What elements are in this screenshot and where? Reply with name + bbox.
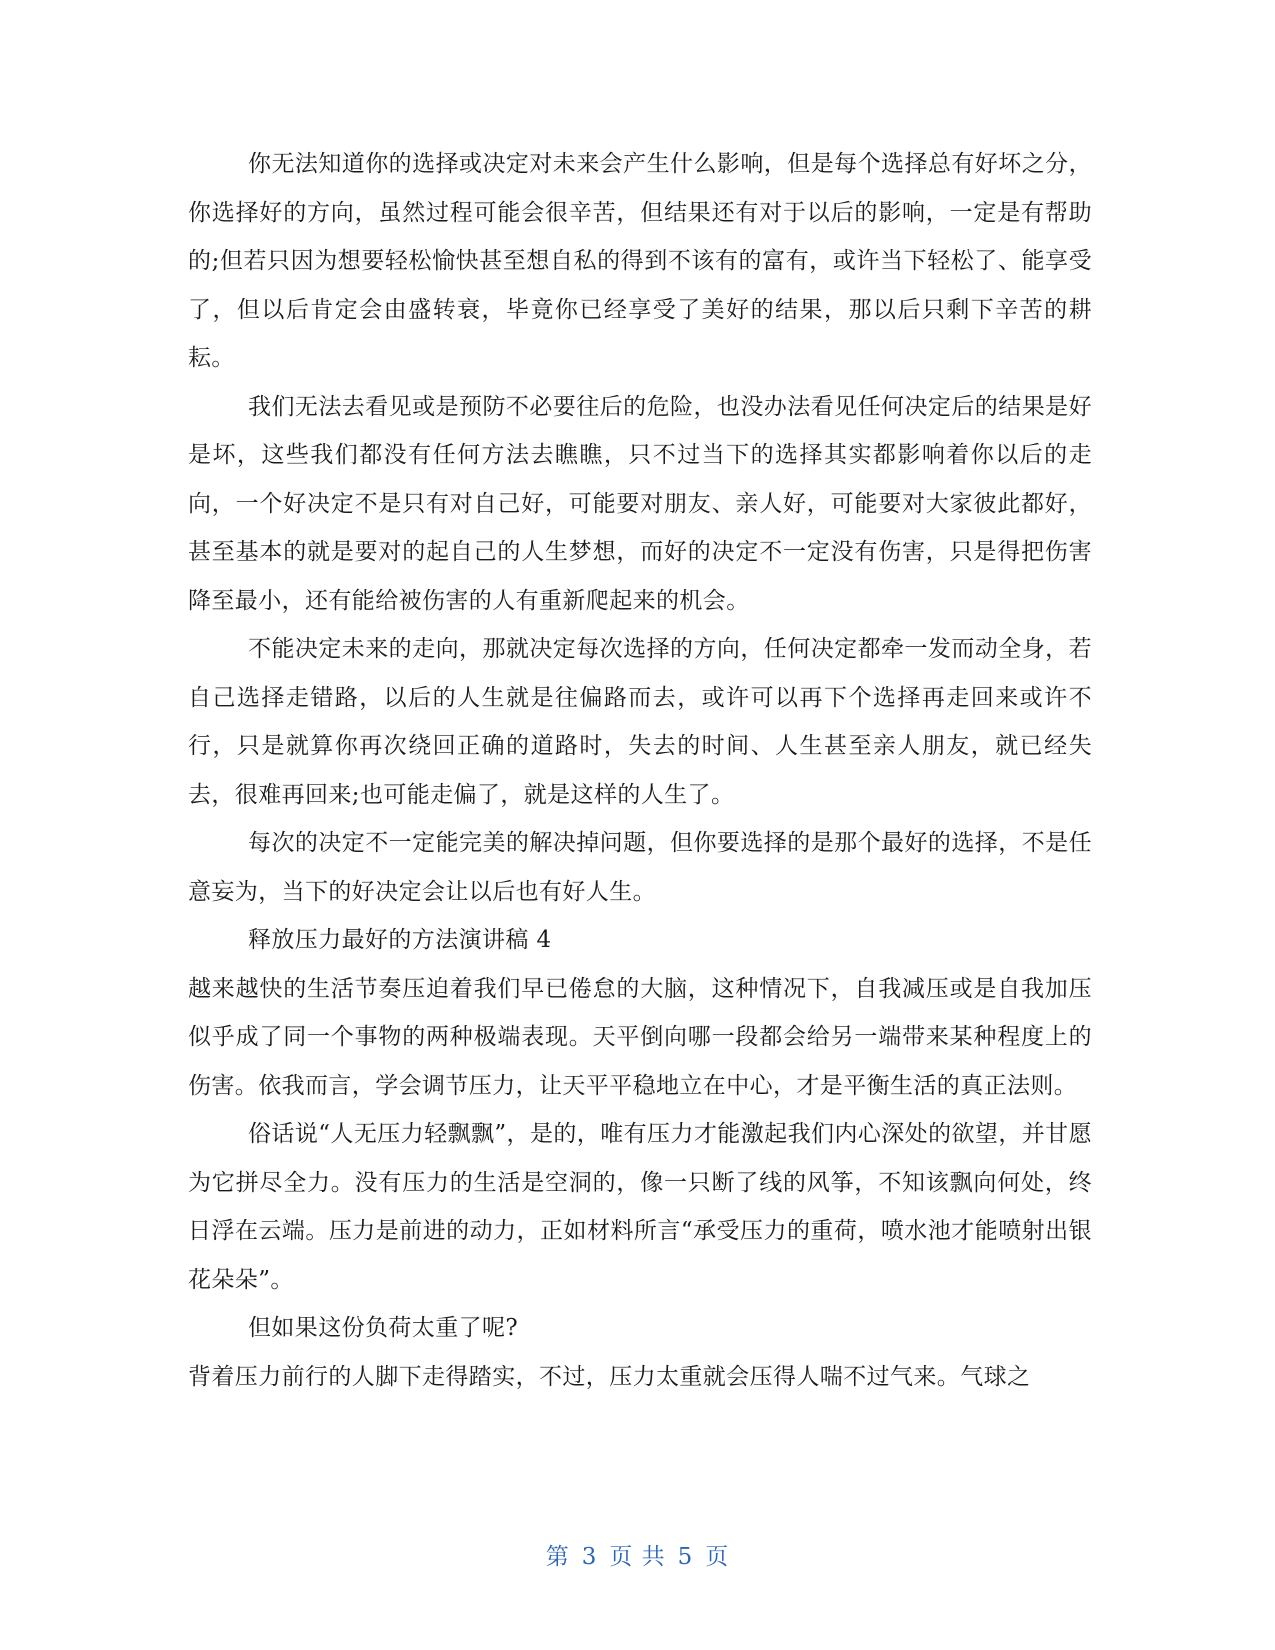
paragraph-2: 我们无法去看见或是预防不必要往后的危险，也没办法看见任何决定后的结果是好是坏，这些我们都没有任何方法去瞧瞧，只不过当下的选择其实都影响着你以后的走向，一个好决定不是只有对自己好，可能要对朋友、亲人好，可能要对大家彼此都好，甚至基本的就是要对的起自己的人生梦想，而好的决定不一定没有伤害，只是得把伤害降至最小，还有能给被伤害的人有重新爬起来的机会。 (188, 393, 1092, 614)
footer-prefix: 第 (545, 1544, 570, 1570)
page-footer (0, 1538, 1275, 1571)
footer-current-page: 3 (581, 1544, 598, 1570)
paragraph-5: 越来越快的生活节奏压迫着我们早已倦怠的大脑，这种情况下，自我减压或是自我加压似乎成了同一个事物的两种极端表现。天平倒向哪一段都会给另一端带来某种程度上的伤害。依我而言，学会调节压力，让天平平稳地立在中心，才是平衡生活的真正法则。 (188, 975, 1092, 1099)
paragraph-6: 俗话说“人无压力轻飘飘”，是的，唯有压力才能激起我们内心深处的欲望，并甘愿为它拼尽全力。没有压力的生活是空洞的，像一只断了线的风筝，不知该飘向何处，终日浮在云端。压力是前进的动力，正如材料所言“承受压力的重荷，喷水池才能喷射出银花朵朵”。 (188, 1121, 1092, 1293)
paragraph-question: 但如果这份负荷太重了呢? (248, 1315, 519, 1341)
document-body (188, 140, 1092, 1401)
paragraph-3: 不能决定未来的走向，那就决定每次选择的方向，任何决定都牵一发而动全身，若自己选择走错路，以后的人生就是往偏路而去，或许可以再下个选择再走回来或许不行，只是就算你再次绕回正确的道路时，失去的时间、人生甚至亲人朋友，就已经失去，很难再回来;也可能走偏了，就是这样的人生了。 (188, 636, 1092, 808)
footer-middle: 页 共 (609, 1544, 666, 1570)
paragraph-4: 每次的决定不一定能完美的解决掉问题，但你要选择的是那个最好的选择，不是任意妄为，当下的好决定会让以后也有好人生。 (188, 830, 1092, 905)
paragraph-7: 背着压力前行的人脚下走得踏实，不过，压力太重就会压得人喘不过气来。气球之 (188, 1363, 1031, 1390)
section-heading: 释放压力最好的方法演讲稿 4 (248, 927, 552, 953)
footer-total-pages: 5 (677, 1544, 694, 1570)
footer-suffix: 页 (705, 1544, 730, 1570)
paragraph-1: 你无法知道你的选择或决定对未来会产生什么影响，但是每个选择总有好坏之分，你选择好的方向，虽然过程可能会很辛苦，但结果还有对于以后的影响，一定是有帮助的;但若只因为想要轻松愉快甚至想自私的得到不该有的富有，或许当下轻松了、能享受了，但以后肯定会由盛转衰，毕竟你已经享受了美好的结果，那以后只剩下辛苦的耕耘。 (188, 151, 1092, 371)
